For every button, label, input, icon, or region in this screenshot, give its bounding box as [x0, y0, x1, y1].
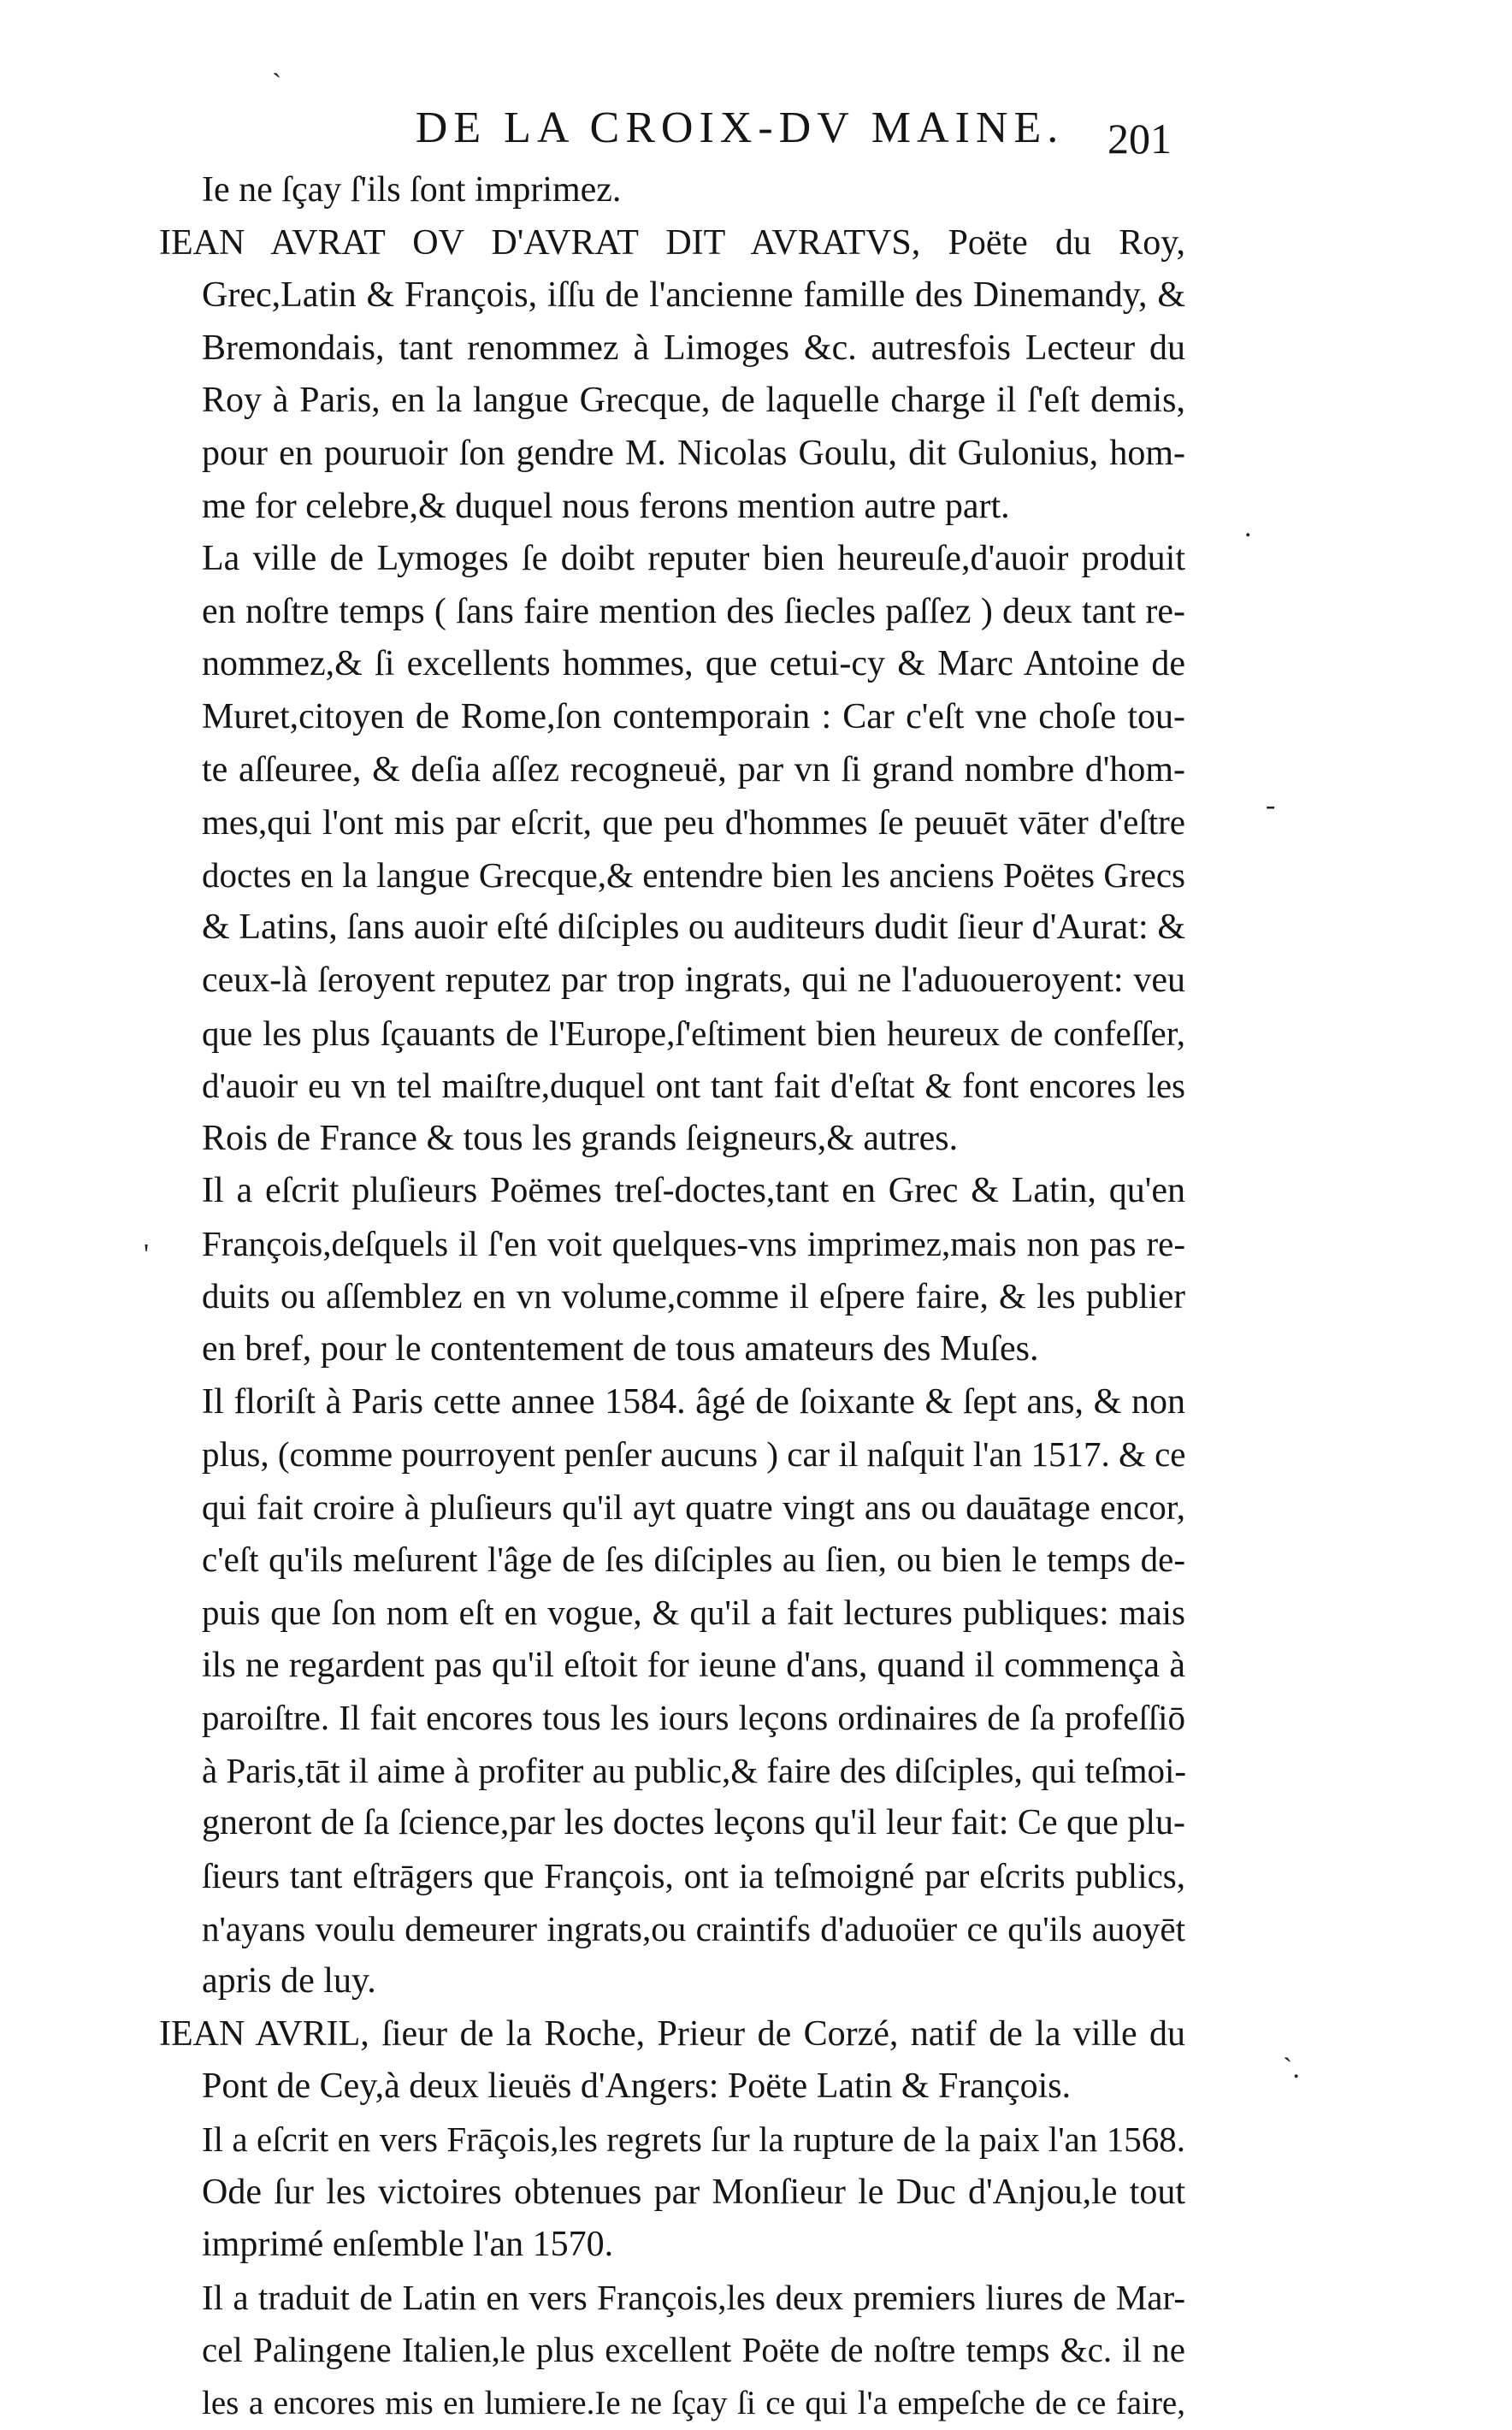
- text-line: à Paris,tāt il aime à profiter au public,& faire des diſciples, qui teſmoi-: [202, 1750, 1187, 1790]
- text-line: paroiſtre. Il fait encores tous les iours leçons ordinaires de ſa profeſſiō: [202, 1698, 1185, 1738]
- text-line: Muret,citoyen de Rome,ſon contemporain : Car c'eſt vne choſe tou-: [202, 696, 1185, 736]
- text-line: les a encores mis en lumiere.Ie ne ſçay ſi ce qui l'a empeſche de ce faire,: [202, 2384, 1185, 2421]
- text-line: Roy à Paris, en la langue Grecque, de laquelle charge il ſ'eſt demis,: [202, 381, 1185, 421]
- text-line: François,deſquels il ſ'en voit quelques-vns imprimez,mais non pas re-: [202, 1223, 1185, 1263]
- text-line: Grec,Latin & François, iſſu de l'ancienne famille des Dinemandy, &: [202, 275, 1185, 316]
- text-line: gneront de ſa ſcience,par les doctes leçons qu'il leur fait: Ce que plu-: [202, 1803, 1185, 1843]
- text-line: Bremondais, tant renommez à Limoges &c. autresfois Lecteur du: [202, 328, 1185, 368]
- text-line: en noſtre temps ( ſans faire mention des ſiecles paſſez ) deux tant re-: [202, 591, 1185, 631]
- text-line: ſieurs tant eſtrāgers que François, ont ia teſmoigné par eſcrits publics,: [202, 1856, 1185, 1895]
- text-line: Pont de Cey,à deux lieuës d'Angers: Poëte Latin & François.: [202, 2066, 1072, 2107]
- text-line: pour en pouruoir ſon gendre M. Nicolas Goulu, dit Gulonius, hom-: [202, 433, 1185, 473]
- text-line: Ode ſur les victoires obtenues par Monſieur le Duc d'Anjou,le tout: [202, 2172, 1185, 2212]
- entry-heading-line: IEAN AVRAT OV D'AVRAT DIT AVRATVS, Poëte du Roy,: [159, 222, 1185, 263]
- text-line: ils ne regardent pas qu'il eſtoit for ieune d'ans, quand il commença à: [202, 1645, 1185, 1685]
- top-ink-mark: `: [272, 68, 282, 100]
- text-line: puis que ſon nom eſt en vogue, & qu'il a fait lectures publiques: mais: [202, 1593, 1185, 1633]
- text-line: mes,qui l'ont mis par eſcrit, que peu d'hommes ſe peuuēt vāter d'eſtre: [202, 802, 1185, 843]
- text-line: nommez,& ſi excellents hommes, que cetui-cy & Marc Antoine de: [202, 644, 1185, 684]
- page-number: 201: [1107, 115, 1172, 163]
- margin-dash-mark: -: [1266, 789, 1276, 821]
- text-line: doctes en la langue Grecque,& entendre bien les anciens Poëtes Grecs: [202, 854, 1185, 895]
- text-line: que les plus ſçauants de l'Europe,ſ'eſtiment bien heureux de confeſſer,: [202, 1013, 1185, 1053]
- text-line: ceux-là ſeroyent reputez par trop ingrats, qui ne l'aduoueroyent: veu: [202, 960, 1185, 1000]
- page-body: [159, 164, 1185, 2430]
- text-line: qui fait croire à pluſieurs qu'il ayt quatre vingt ans ou dauātage encor,: [202, 1487, 1185, 1527]
- text-line: n'ayans voulu demeurer ingrats,ou craintifs d'aduoüer ce qu'ils auoyēt: [202, 1908, 1185, 1948]
- text-line: duits ou aſſemblez en vn volume,comme il eſpere faire, & les publier: [202, 1276, 1185, 1316]
- text-line: apris de luy.: [202, 1961, 376, 2001]
- text-line: & Latins, ſans auoir eſté diſciples ou auditeurs dudit ſieur d'Aurat: &: [202, 908, 1185, 948]
- text-line: La ville de Lymoges ſe doibt reputer bien heureuſe,d'auoir produit: [202, 539, 1185, 579]
- text-line: d'auoir eu vn tel maiſtre,duquel ont tant fait d'eſtat & font encores les: [202, 1066, 1185, 1106]
- text-line: Il a eſcrit en vers Frāçois,les regrets ſur la rupture de la paix l'an 1568.: [202, 2119, 1185, 2159]
- running-header: DE LA CROIX-DV MAINE.: [415, 103, 1065, 152]
- text-line: en bref, pour le contentement de tous amateurs des Muſes.: [202, 1329, 1039, 1369]
- bottom-ink-mark: `.: [1283, 2053, 1300, 2084]
- text-line: me for celebre,& duquel nous ferons mention autre part.: [202, 486, 1010, 526]
- text-line: cel Palingene Italien,le plus excellent Poëte de noſtre temps &c. il ne: [202, 2330, 1185, 2370]
- text-line: imprimé enſemble l'an 1570.: [202, 2225, 614, 2265]
- text-line: Rois de France & tous les grands ſeigneurs,& autres.: [202, 1118, 959, 1158]
- text-line: Il floriſt à Paris cette annee 1584. âgé de ſoixante & ſept ans, & non: [202, 1381, 1185, 1422]
- left-tick-mark: ': [144, 1239, 150, 1270]
- margin-dot-mark: .: [1244, 511, 1252, 543]
- text-line: Il a eſcrit pluſieurs Poëmes treſ-doctes,tant en Grec & Latin, qu'en: [202, 1171, 1185, 1211]
- entry-heading-line: IEAN AVRIL, ſieur de la Roche, Prieur de Corzé, natif de la ville du: [159, 2013, 1185, 2054]
- text-line: plus, (comme pourroyent penſer aucuns ) car il naſquit l'an 1517. & ce: [202, 1434, 1186, 1475]
- text-line: Ie ne ſçay ſ'ils ſont imprimez.: [202, 170, 622, 210]
- text-line: c'eſt qu'ils meſurent l'âge de ſes diſciples au ſien, ou bien le temps de-: [202, 1540, 1185, 1580]
- text-line: te aſſeuree, & deſia aſſez recogneuë, par vn ſi grand nombre d'hom-: [202, 749, 1185, 789]
- text-line: Il a traduit de Latin en vers François,les deux premiers liures de Mar-: [202, 2277, 1185, 2317]
